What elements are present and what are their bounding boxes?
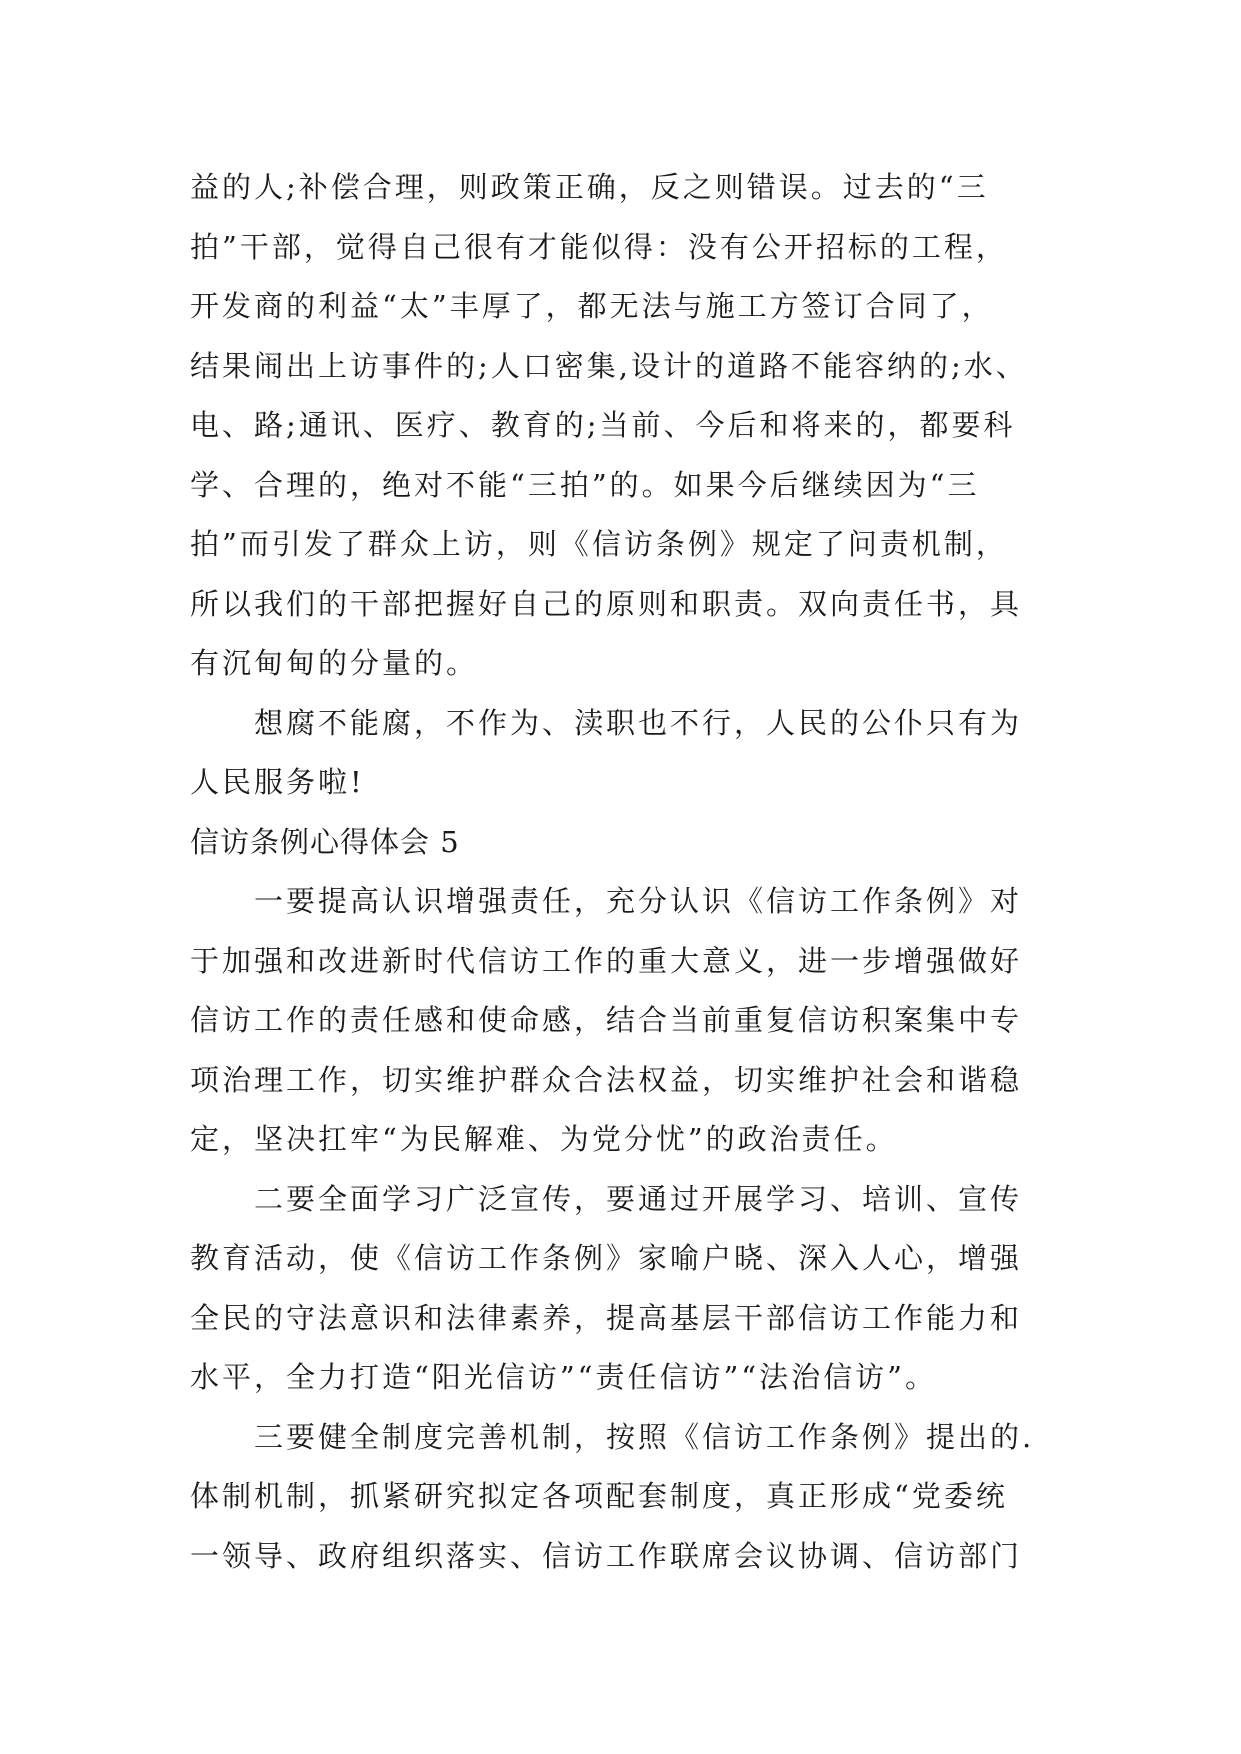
section-heading — [190, 813, 1060, 873]
text-line: 想腐不能腐，不作为、渎职也不行，人民的公仆只有为 — [254, 705, 1023, 740]
text-line: 全民的守法意识和法律素养，提高基层干部信访工作能力和 — [190, 1300, 1023, 1335]
paragraph-1 — [190, 158, 1060, 694]
text-line: 所以我们的干部把握好自己的原则和职责。双向责任书，具 — [190, 586, 1023, 621]
document-body — [190, 158, 1060, 1586]
text-line: 结果闹出上访事件的;人口密集,设计的道路不能容纳的;水、 — [190, 348, 1028, 383]
text-line: 开发商的利益“太”丰厚了，都无法与施工方签订合同了， — [190, 289, 994, 323]
text-line: 项治理工作，切实维护群众合法权益，切实维护社会和谐稳 — [190, 1062, 1023, 1097]
text-line: 电、路;通讯、医疗、教育的;当前、今后和将来的，都要科 — [190, 408, 1016, 442]
text-line: 一要提高认识增强责任，充分认识《信访工作条例》对 — [254, 884, 1023, 918]
text-line: 定，坚决扛牢“为民解难、为党分忧”的政治责任。 — [190, 1122, 898, 1156]
paragraph-5 — [190, 1408, 1060, 1587]
text-line: 于加强和改进新时代信访工作的重大意义，进一步增强做好 — [190, 943, 1023, 978]
text-line: 有沉甸甸的分量的。 — [190, 646, 479, 680]
paragraph-4 — [190, 1170, 1060, 1408]
text-line: 一领导、政府组织落实、信访工作联席会议协调、信访部门 — [190, 1538, 1023, 1573]
text-line: 拍”而引发了群众上访，则《信访条例》规定了问责机制， — [190, 527, 1008, 561]
text-line: 益的人;补偿合理，则政策正确，反之则错误。过去的“三 — [190, 170, 989, 204]
paragraph-2 — [190, 694, 1060, 813]
text-line: 二要全面学习广泛宣传，要通过开展学习、培训、宣传 — [254, 1181, 1023, 1216]
text-line: 人民服务啦! — [190, 765, 365, 799]
heading-text: 信访条例心得体会 5 — [190, 824, 460, 859]
text-line: 学、合理的，绝对不能“三拍”的。如果今后继续因为“三 — [190, 467, 980, 502]
text-line: 三要健全制度完善机制，按照《信访工作条例》提出的. — [254, 1419, 1035, 1454]
text-line: 体制机制，抓紧研究拟定各项配套制度，真正形成“党委统 — [190, 1479, 1008, 1513]
text-line: 信访工作的责任感和使命感，结合当前重复信访积案集中专 — [190, 1003, 1023, 1037]
text-line: 水平，全力打造“阳光信访”“责任信访”“法治信访”。 — [190, 1360, 937, 1394]
text-line: 教育活动，使《信访工作条例》家喻户晓、深入人心，增强 — [190, 1241, 1023, 1275]
paragraph-3 — [190, 872, 1060, 1170]
text-line: 拍”干部，觉得自己很有才能似得：没有公开招标的工程， — [190, 229, 1008, 264]
